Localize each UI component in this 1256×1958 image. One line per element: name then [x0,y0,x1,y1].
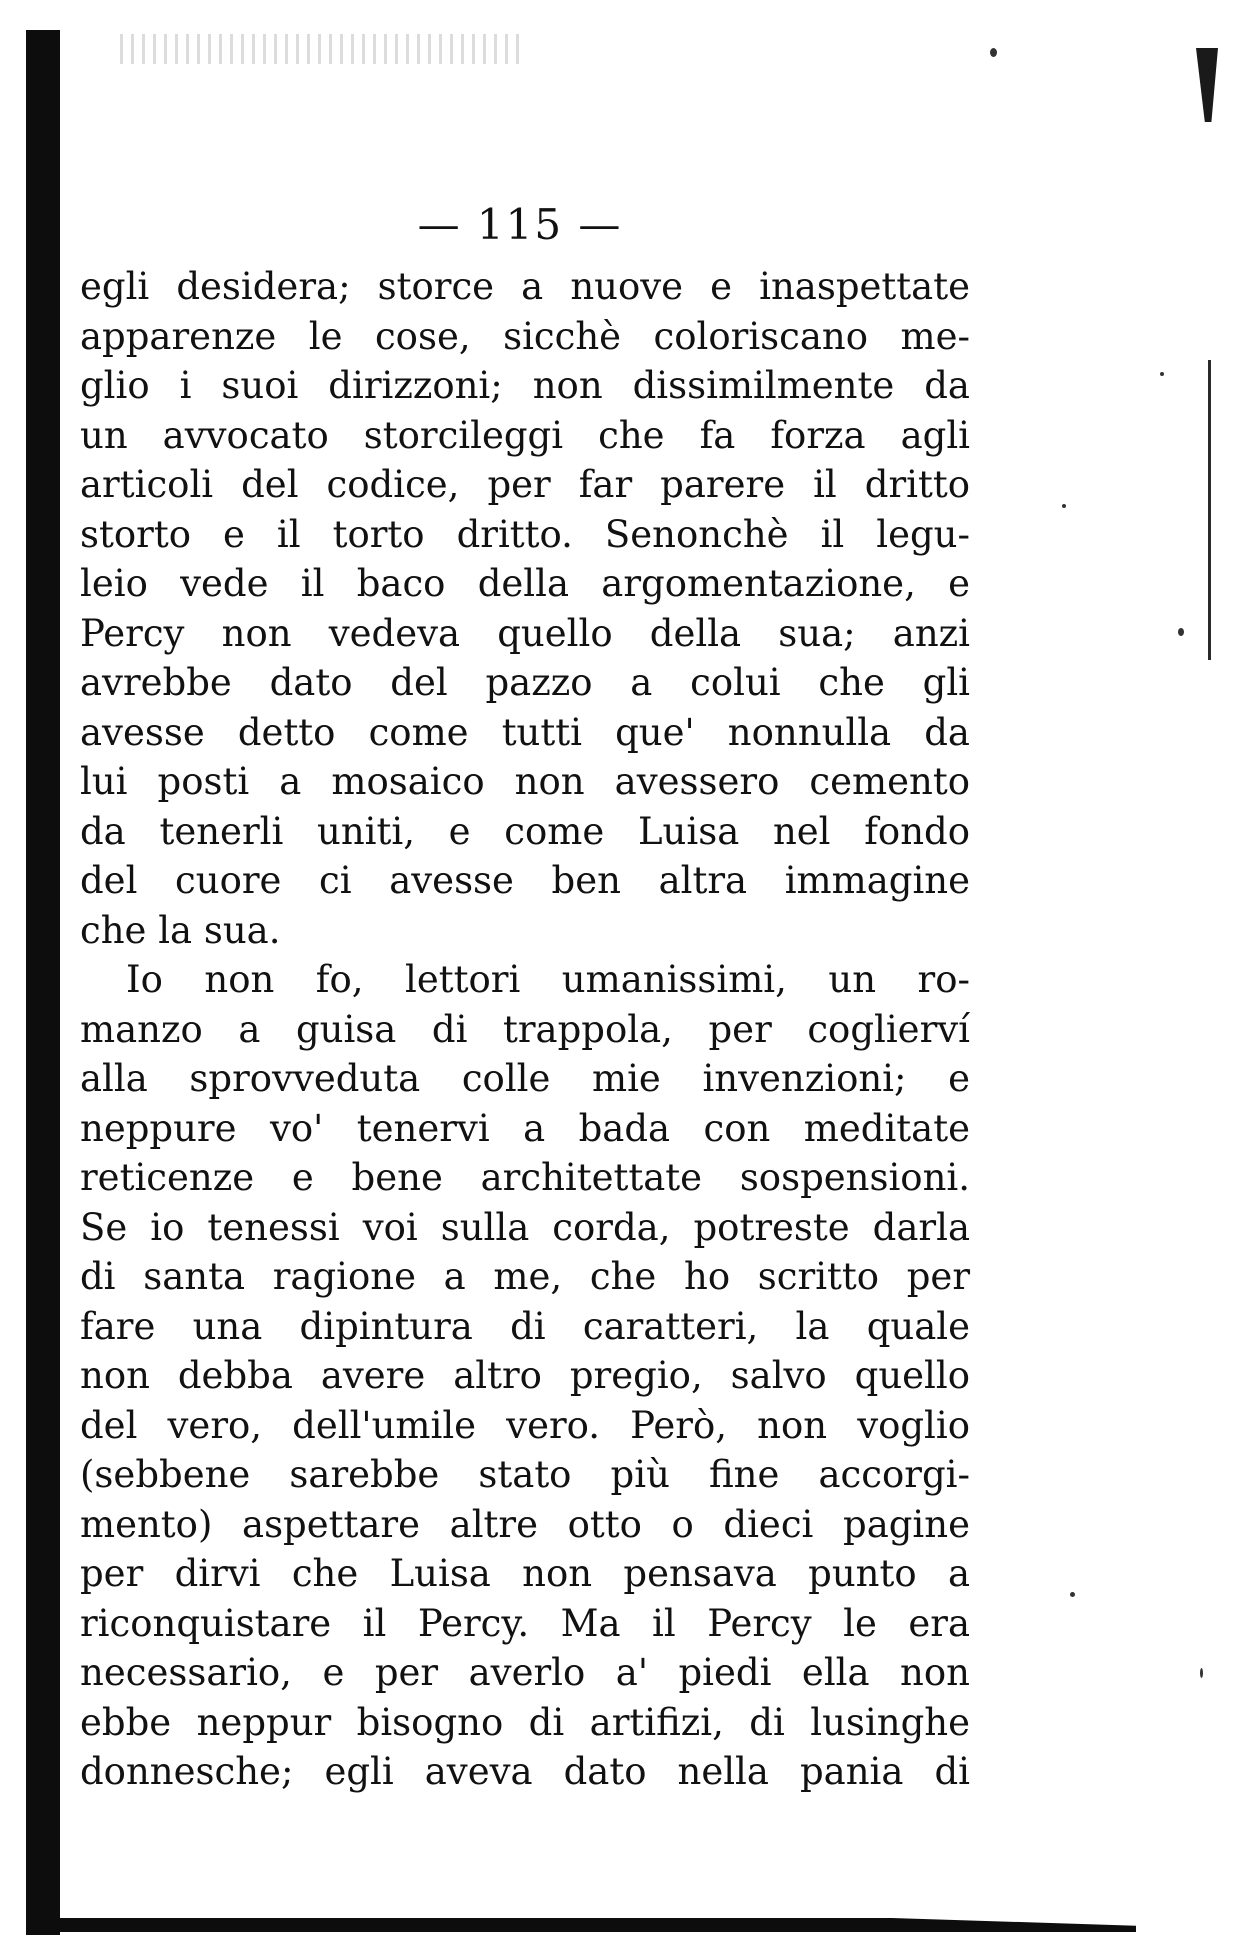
text-line: Se io tenessi voi sulla corda, potreste darla [80,1205,970,1249]
right-edge-mark [1196,48,1218,122]
text-line: glio i suoi dirizzoni; non dissimilmente da [80,364,970,407]
text-line: avrebbe dato del pazzo a colui che gli [80,661,970,704]
text-line: articoli del codice, per far parere il dritto [80,463,970,506]
text-line: per dirvi che Luisa non pensava punto a [80,1552,970,1595]
paragraph-end-line: che la sua. [80,908,281,952]
text-line: storto e il torto dritto. Senonchè il legu- [80,512,970,556]
text-line: mento) aspettare altre otto o dieci pagine [80,1502,970,1546]
scan-speck [1070,1592,1075,1597]
text-line: (sebbene sarebbe stato più fine accorgi- [80,1453,970,1496]
scan-speck [1200,1668,1203,1678]
paragraph-start-line: Io non fo, lettori umanissimi, un ro- [126,958,970,1001]
scan-speck [990,48,997,57]
page-number: — 115 — [417,200,623,249]
body-text [80,262,970,1797]
text-line: apparenze le cose, sicchè coloriscano me- [80,314,970,358]
text-line: Percy non vedeva quello della sua; anzi [80,611,970,655]
text-line: del cuore ci avesse ben altra immagine [80,859,970,902]
text-line: riconquistare il Percy. Ma il Percy le era [80,1601,970,1645]
right-edge-line [1208,360,1211,660]
text-line: neppure vo' tenervi a bada con meditate [80,1106,970,1150]
text-line: lui posti a mosaico non avessero cemento [80,760,970,803]
binding-edge-shadow [26,30,60,1935]
text-line: donnesche; egli aveva dato nella pania di [80,1750,970,1793]
text-line: fare una dipintura di caratteri, la quale [80,1304,970,1348]
text-line: necessario, e per averlo a' piedi ella non [80,1651,970,1694]
text-line: da tenerli uniti, e come Luisa nel fondo [80,809,970,853]
scan-speck [1178,628,1184,636]
text-line: ebbe neppur bisogno di artifizi, di lusinghe [80,1700,970,1744]
scan-speck [1062,504,1066,508]
text-line: alla sprovveduta colle mie invenzioni; e [80,1057,970,1100]
text-line: egli desidera; storce a nuove e inaspettate [80,265,970,308]
text-line: leio vede il baco della argomentazione, e [80,562,970,605]
scan-speck [1160,372,1164,376]
text-line: manzo a guisa di trappola, per coglierví [80,1007,970,1051]
text-line: non debba avere altro pregio, salvo quello [80,1354,970,1397]
text-line: un avvocato storcileggi che fa forza agli [80,413,970,457]
text-line: reticenze e bene architettate sospensioni. [80,1156,970,1199]
text-line: di santa ragione a me, che ho scritto per [80,1255,970,1298]
scan-smudge [120,34,520,64]
bottom-edge-shadow [26,1918,1136,1932]
text-line: del vero, dell'umile vero. Però, non voglio [80,1403,970,1447]
text-line: avesse detto come tutti que' nonnulla da [80,710,970,754]
